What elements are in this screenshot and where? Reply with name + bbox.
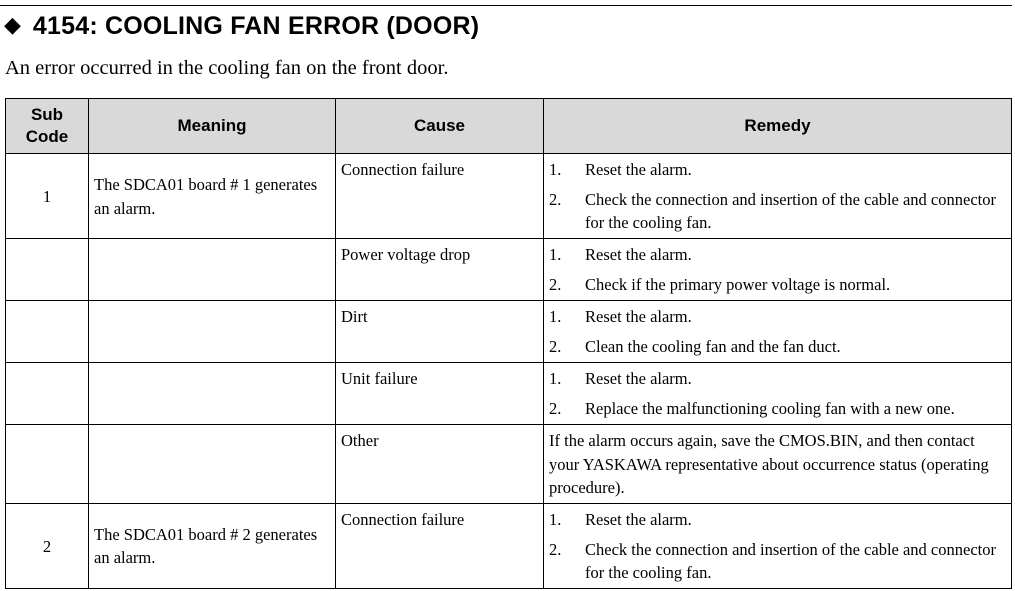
cause-cell: Connection failure [336,154,544,239]
step-number: 1. [549,245,562,264]
meaning-cell: The SDCA01 board # 2 generates an alarm. [89,504,336,589]
remedy-step [549,305,1006,329]
header-cause: Cause [336,99,544,154]
step-number: 1. [549,369,562,388]
remedy-cell [544,154,1012,239]
meaning-cell [89,363,336,425]
remedy-cell [544,363,1012,425]
remedy-step [549,508,1006,532]
step-text: Reset the alarm. [585,245,692,264]
step-text: Reset the alarm. [585,510,692,529]
table-row [6,239,1012,301]
subcode-cell [6,301,89,363]
subcode-cell [6,363,89,425]
diamond-bullet-icon: ◆ [4,13,21,38]
header-meaning: Meaning [89,99,336,154]
table-row [6,425,1012,504]
step-text: Check if the primary power voltage is normal. [585,274,891,294]
step-text: Reset the alarm. [585,160,692,179]
step-number: 2. [549,336,562,356]
step-text: Check the connection and insertion of the cable and connector for the cooling fan. [585,539,996,582]
header-subcode: Sub Code [6,99,89,154]
subcode-cell: 1 [6,154,89,239]
table-row [6,363,1012,425]
remedy-step [549,397,1006,421]
cause-cell: Unit failure [336,363,544,425]
step-number: 1. [549,160,562,179]
remedy-step [549,243,1006,267]
remedy-cell [544,239,1012,301]
remedy-step [549,188,1006,235]
remedy-step [549,273,1006,297]
error-table [5,98,1012,589]
cause-cell: Connection failure [336,504,544,589]
step-number: 1. [549,510,562,529]
cause-cell: Dirt [336,301,544,363]
remedy-cell [544,301,1012,363]
meaning-cell [89,301,336,363]
top-rule [0,5,1012,6]
step-number: 2. [549,398,562,418]
step-text: Replace the malfunctioning cooling fan with a new one. [585,398,955,418]
table-row [6,301,1012,363]
step-number: 2. [549,189,562,209]
page-title: 4154: COOLING FAN ERROR (DOOR) [32,11,480,40]
section-heading [4,10,479,42]
meaning-cell [89,425,336,504]
table-row [6,154,1012,239]
remedy-cell: If the alarm occurs again, save the CMOS.BIN, and then contact your YASKAWA representative about occurrence status (operating procedure). [544,425,1012,504]
subcode-cell [6,425,89,504]
remedy-step [549,367,1006,391]
step-text: Clean the cooling fan and the fan duct. [585,336,841,356]
step-text: Reset the alarm. [585,369,692,388]
remedy-step [549,335,1006,359]
step-number: 2. [549,539,562,559]
subcode-cell [6,239,89,301]
step-number: 2. [549,274,562,294]
remedy-step [549,158,1006,182]
table-header-row [6,99,1012,154]
table-row [6,504,1012,589]
meaning-cell [89,239,336,301]
header-remedy: Remedy [544,99,1012,154]
meaning-cell: The SDCA01 board # 1 generates an alarm. [89,154,336,239]
step-text: Check the connection and insertion of the cable and connector for the cooling fan. [585,189,996,232]
cause-cell: Other [336,425,544,504]
step-number: 1. [549,307,562,326]
subcode-cell: 2 [6,504,89,589]
step-text: Reset the alarm. [585,307,692,326]
cause-cell: Power voltage drop [336,239,544,301]
remedy-cell [544,504,1012,589]
remedy-step [549,538,1006,585]
intro-text: An error occurred in the cooling fan on the front door. [5,57,449,79]
